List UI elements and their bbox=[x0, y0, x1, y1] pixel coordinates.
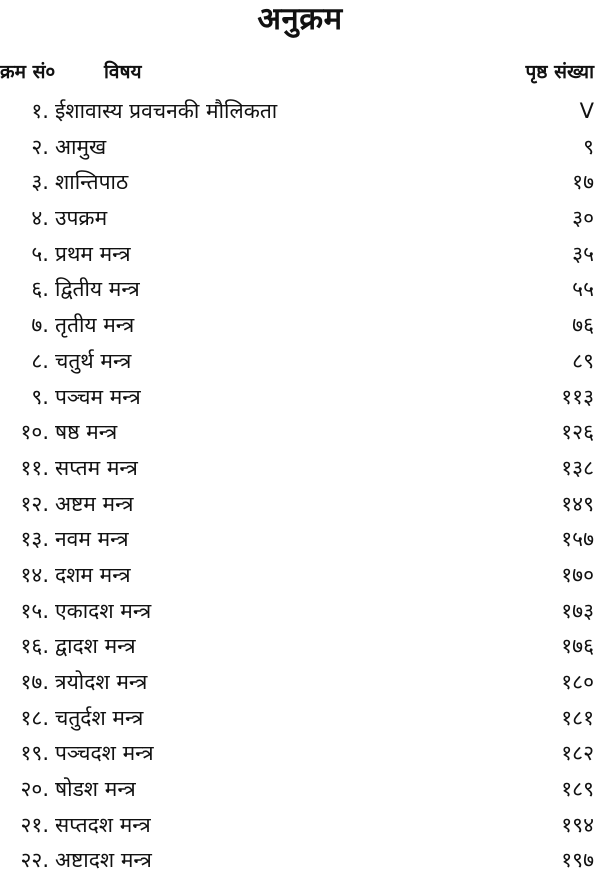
entry-subject: अष्टादश मन्त्र bbox=[55, 848, 152, 873]
entry-page-number: १८१ bbox=[561, 705, 594, 730]
entry-number: १४. bbox=[20, 562, 49, 587]
contents-row bbox=[0, 94, 600, 130]
entry-number: २. bbox=[31, 134, 49, 159]
entry-subject: त्रयोदश मन्त्र bbox=[55, 670, 148, 694]
contents-row bbox=[0, 808, 600, 844]
contents-list bbox=[0, 94, 600, 879]
entry-number: १५. bbox=[20, 598, 49, 623]
entry-number: २१. bbox=[20, 812, 49, 837]
contents-row bbox=[0, 594, 600, 630]
entry-number: ८. bbox=[31, 348, 49, 373]
contents-row bbox=[0, 451, 600, 487]
entry-subject: सप्तदश मन्त्र bbox=[55, 812, 151, 837]
entry-page-number: ९ bbox=[583, 134, 594, 159]
entry-subject: पञ्चम मन्त्र bbox=[55, 384, 141, 409]
entry-number: १३. bbox=[20, 527, 49, 552]
entry-number: १. bbox=[31, 99, 49, 123]
entry-page-number: १९७ bbox=[561, 848, 594, 873]
contents-row bbox=[0, 165, 600, 201]
entry-page-number: १७ bbox=[572, 170, 594, 195]
entry-page-number: १८० bbox=[561, 670, 594, 694]
entry-number: १२. bbox=[20, 491, 49, 516]
contents-row bbox=[0, 308, 600, 344]
entry-number: ११. bbox=[20, 455, 49, 480]
entry-subject: एकादश मन्त्र bbox=[55, 598, 152, 623]
contents-row bbox=[0, 772, 600, 808]
entry-number: ६. bbox=[31, 277, 49, 302]
entry-number: १९. bbox=[20, 741, 49, 766]
header-subject: विषय bbox=[104, 61, 142, 83]
contents-row bbox=[0, 558, 600, 594]
contents-row bbox=[0, 701, 600, 737]
entry-subject: आमुख bbox=[55, 134, 107, 159]
entry-subject: षष्ठ मन्त्र bbox=[55, 420, 118, 445]
contents-row bbox=[0, 736, 600, 772]
contents-row bbox=[0, 344, 600, 380]
header-page-number: पृष्ठ संख्या bbox=[525, 61, 594, 83]
contents-row bbox=[0, 843, 600, 879]
entry-subject: पञ्चदश मन्त्र bbox=[55, 741, 154, 766]
entry-subject: ईशावास्य प्रवचनकी मौलिकता bbox=[55, 99, 278, 123]
page-title: अनुक्रम bbox=[257, 1, 343, 37]
contents-row bbox=[0, 380, 600, 416]
entry-subject: सप्तम मन्त्र bbox=[55, 455, 138, 480]
table-header bbox=[0, 56, 600, 88]
entry-number: ९. bbox=[31, 384, 49, 409]
entry-subject: चतुर्दश मन्त्र bbox=[55, 705, 144, 730]
entry-page-number: V bbox=[579, 99, 594, 123]
entry-page-number: ८९ bbox=[572, 348, 594, 373]
entry-subject: द्वितीय मन्त्र bbox=[55, 277, 140, 302]
contents-row bbox=[0, 272, 600, 308]
entry-page-number: १२६ bbox=[561, 420, 594, 445]
entry-page-number: १५७ bbox=[561, 527, 594, 552]
contents-row bbox=[0, 487, 600, 523]
entry-page-number: ७६ bbox=[572, 313, 594, 338]
entry-subject: चतुर्थ मन्त्र bbox=[55, 348, 132, 373]
entry-page-number: १८९ bbox=[561, 777, 594, 802]
entry-page-number: ५५ bbox=[572, 277, 594, 302]
entry-page-number: ११३ bbox=[561, 384, 594, 409]
entry-page-number: १७० bbox=[561, 562, 594, 587]
contents-row bbox=[0, 665, 600, 701]
entry-subject: दशम मन्त्र bbox=[55, 562, 131, 587]
entry-number: १६. bbox=[20, 634, 49, 659]
contents-row bbox=[0, 130, 600, 166]
entry-number: ४. bbox=[31, 206, 49, 231]
entry-number: २२. bbox=[20, 848, 49, 873]
entry-subject: षोडश मन्त्र bbox=[55, 777, 136, 802]
entry-number: ७. bbox=[31, 313, 49, 338]
entry-number: ५. bbox=[31, 241, 49, 266]
contents-row bbox=[0, 201, 600, 237]
header-serial-number: क्रम सं० bbox=[0, 61, 56, 83]
entry-page-number: ३५ bbox=[572, 241, 594, 266]
entry-page-number: १७३ bbox=[561, 598, 594, 623]
contents-row bbox=[0, 522, 600, 558]
entry-number: ३. bbox=[31, 170, 49, 195]
entry-subject: नवम मन्त्र bbox=[55, 527, 129, 552]
entry-number: २०. bbox=[20, 777, 49, 802]
entry-page-number: १३८ bbox=[561, 455, 594, 480]
entry-subject: तृतीय मन्त्र bbox=[55, 313, 135, 338]
entry-page-number: १४९ bbox=[561, 491, 594, 516]
entry-subject: शान्तिपाठ bbox=[55, 170, 129, 195]
entry-page-number: १९४ bbox=[561, 812, 594, 837]
contents-row bbox=[0, 237, 600, 273]
entry-number: १०. bbox=[20, 420, 49, 445]
entry-page-number: १७६ bbox=[561, 634, 594, 659]
entry-subject: उपक्रम bbox=[55, 206, 108, 231]
contents-row bbox=[0, 415, 600, 451]
entry-subject: द्वादश मन्त्र bbox=[55, 634, 136, 659]
entry-number: १८. bbox=[20, 705, 49, 730]
entry-subject: प्रथम मन्त्र bbox=[55, 241, 131, 266]
contents-row bbox=[0, 629, 600, 665]
entry-page-number: ३० bbox=[572, 206, 594, 231]
entry-subject: अष्टम मन्त्र bbox=[55, 491, 134, 516]
entry-page-number: १८२ bbox=[561, 741, 594, 766]
entry-number: १७. bbox=[20, 670, 49, 694]
